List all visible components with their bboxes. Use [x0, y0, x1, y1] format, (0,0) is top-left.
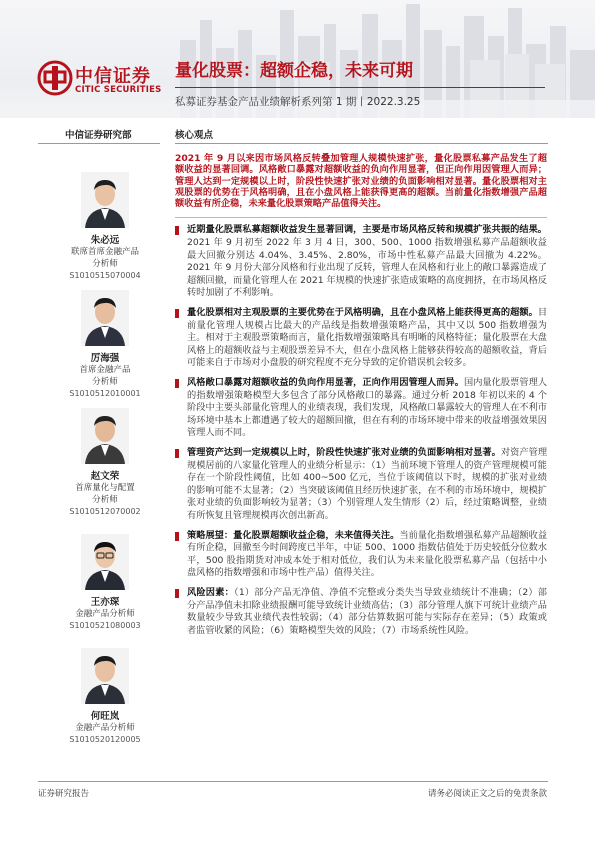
- analyst-license-id: S1010512070002: [69, 507, 141, 516]
- summary-divider: [175, 217, 547, 218]
- section-header: 核心观点: [175, 130, 214, 141]
- analyst-license-id: S1010521080003: [69, 621, 141, 630]
- analyst-name: 朱必远: [90, 235, 120, 246]
- analyst-title: 分析师: [92, 377, 118, 387]
- section-header-rule: [175, 143, 548, 144]
- bullet-marker-icon: [175, 226, 179, 235]
- footer-divider: [38, 781, 548, 782]
- key-point: [175, 447, 547, 523]
- key-point-body: 国内量化股票管理人的指数增强策略模型大多包含了部分风格敞口的暴露。通过分析 2018 年初以来的 4 个阶段中主要头部量化管理人的业绩表现，我们发现，风格敞口暴露较大的管理人在不利市场环境中基本上都遭遇了较大的超额回撤，但在有利的市场环境中带来的收益增强效果因管理人而不同。: [187, 377, 548, 439]
- analyst-name: 何旺岚: [90, 711, 120, 722]
- analyst-card: [50, 534, 160, 630]
- key-point: [175, 377, 547, 440]
- report-title: 量化股票：超额企稳，未来可期: [175, 61, 413, 81]
- analyst-title: 联席首席金融产品: [70, 247, 139, 257]
- key-point-lead: 策略展望：量化股票超额收益企稳，未来值得关注。: [187, 529, 400, 541]
- analyst-avatar-icon: [81, 648, 129, 704]
- key-point-lead: 近期量化股票私募超额收益发生显著回调，主要是市场风格反转和规模扩张共振的结果。: [187, 224, 547, 236]
- footer-disclaimer-link: 请务必阅读正文之后的免责条款: [427, 789, 547, 799]
- analyst-avatar-icon: [81, 534, 129, 590]
- analyst-title: 金融产品分析师: [75, 609, 135, 619]
- core-view-summary: 2021 年 9 月以来因市场风格反转叠加管理人规模快速扩张，量化股票私募产品发生了超额收益的显著回调。风格敞口暴露对超额收益的负向作用显著，但正向作用因管理人而异；管理人达到一定规模以上时，阶段性快速扩张对业绩的负面影响相对显著。量化股票相对主观股票的优势在于风格明确，且在小盘风格上能获得更高的超额。当前量化指数增强产品超额收益有所企稳，未来量化股票策略产品值得关注。: [175, 153, 547, 210]
- key-point-body: 2021 年 9 月初至 2022 年 3 月 4 日，300、500、1000 指数增强私募产品超额收益最大回撤分别达 4.04%、3.45%、2.80%，市场中性私募产品最大回撤为 4.22%。2021 年 9 月份大部分风格和行业出现了反转，管理人在风格和行业上的敞口暴露造成了超额回撤，而量化管理人在 2021 年规模的快速扩张造成策略的高度拥挤，在市场风格反转时加剧了不利影响。: [187, 237, 547, 299]
- title-divider: [175, 87, 545, 88]
- analyst-avatar-icon: [81, 172, 129, 228]
- key-point-body: 对资产管理规模居前的八家量化管理人的业绩分析显示：（1）当前环境下管理人的资产管理规模可能存在一个阶段性阈值，比如 400~500 亿元，当位于该阈值以下时，规模的扩张对业绩的影响可能不太显著；（2）当突破该阈值且经历快速扩张，在不利的市场环境中，规模扩张对业绩的负面影响较为显著；（3）个别管理人发生情形（2）后，经过策略调整，业绩有所恢复且管理规模再次创出新高。: [187, 446, 548, 521]
- key-point-lead: 管理资产达到一定规模以上时，阶段性快速扩张对业绩的负面影响相对显著。: [187, 446, 501, 458]
- analyst-name: 赵文荣: [90, 471, 120, 482]
- analyst-title: 金融产品分析师: [75, 723, 135, 733]
- key-point: [175, 224, 547, 300]
- footer-report-type: 证券研究报告: [38, 789, 90, 799]
- key-point-lead: 风格敞口暴露对超额收益的负向作用显著，正向作用因管理人而异。: [187, 377, 464, 389]
- key-point: [175, 530, 547, 580]
- report-subtitle: 私募证券基金产品业绩解析系列第 1 期丨2022.3.25: [175, 96, 421, 108]
- analyst-name: 王亦琛: [90, 597, 120, 608]
- bullet-marker-icon: [175, 589, 179, 598]
- key-point: [175, 307, 547, 370]
- analyst-title: 分析师: [92, 495, 118, 505]
- analyst-avatar-icon: [81, 408, 129, 464]
- report-title-block: [175, 56, 555, 109]
- key-point-lead: 量化股票相对主观股票的主要优势在于风格明确，且在小盘风格上能获得更高的超额。: [187, 307, 538, 319]
- bullet-marker-icon: [175, 309, 179, 318]
- sidebar-header: 中信证券研究部: [65, 130, 132, 141]
- key-point-body: 当前量化指数增强私募产品超额收益有所企稳，回撤至今时间跨度已半年，中证 500、1000 指数估值处于历史较低分位数水平，500 股指期货对冲成本处于相对低位，我们认为未来量化股票私募产品（包括中小盘风格的指数增强和市场中性产品）值得关注。: [187, 529, 548, 579]
- key-point: [175, 587, 547, 637]
- key-point-body: （1）部分产品无净值、净值不完整或分类失当导致业绩统计不准确；（2）部分产品净值未扣除业绩报酬可能导致统计业绩高估；（3）部分管理人旗下可统计业绩产品数量较少导致其业绩代表性较弱；（4）部分估算数据可能与实际存在差异；（5）政策或者监管收紧的风险；（6）策略模型失效的风险；（7）市场系统性风险。: [187, 586, 547, 636]
- analyst-name: 厉海强: [90, 353, 120, 364]
- brand-name-cn: 中信证券: [75, 66, 151, 87]
- bullet-marker-icon: [175, 379, 179, 388]
- analyst-card: [50, 648, 160, 744]
- analyst-card: [50, 290, 160, 398]
- analyst-card: [50, 172, 160, 280]
- citic-logo-icon: [37, 60, 73, 96]
- analyst-license-id: S1010512010001: [69, 389, 141, 398]
- analyst-title: 首席金融产品: [79, 365, 131, 375]
- main-content: [175, 153, 547, 644]
- analyst-card: [50, 408, 160, 516]
- citic-logo: [37, 58, 167, 98]
- brand-name-en: CITIC SECURITIES: [75, 85, 162, 95]
- analyst-title: 分析师: [92, 259, 118, 269]
- key-point-body: 目前量化管理人规模占比最大的产品线是指数增强策略产品，其中又以 500 指数增强为主。相对于主观股票策略而言，量化指数增强策略具有明晰的风格特征；量化股票在大盘风格上的超额收益与主观股票差异不大，但在小盘风格上能够获得较高的超额收益，背后可能来自于市场对小盘股的研究程度不充分导致的定价错误机会较多。: [187, 307, 547, 369]
- bullet-marker-icon: [175, 449, 179, 458]
- bullet-marker-icon: [175, 532, 179, 541]
- analyst-avatar-icon: [81, 290, 129, 346]
- analyst-license-id: S1010515070004: [69, 271, 141, 280]
- key-point-lead: 风险因素：: [187, 586, 235, 598]
- sidebar-header-rule: [38, 143, 160, 144]
- analyst-title: 首席量化与配置: [75, 483, 135, 493]
- analyst-license-id: S1010520120005: [69, 735, 141, 744]
